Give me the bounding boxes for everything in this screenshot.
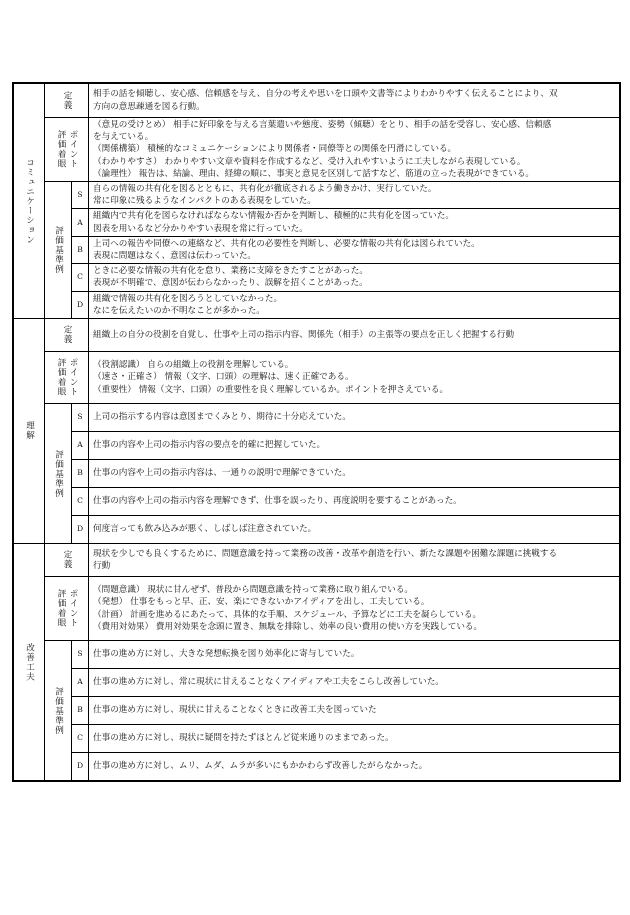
grade-letter: S bbox=[72, 404, 89, 432]
grade-text bbox=[89, 432, 620, 460]
grade-row bbox=[14, 641, 620, 669]
evaluation-criteria-sheet bbox=[12, 82, 621, 782]
point-line: （重要性） 情報（文字、口頭）の重要性を良く理解しているか。ポイントを押さえている。 bbox=[93, 384, 449, 395]
definition-label: 定義 bbox=[62, 90, 72, 111]
grade-line: 上司の指示する内容は意図までくみとり、期待に十分応えていた。 bbox=[93, 412, 351, 423]
grade-line: 仕事の内容や上司の指示内容を理解できず、仕事を誤ったり、再度説明を要することがあった。 bbox=[93, 496, 462, 507]
points-label-cell bbox=[45, 118, 89, 182]
category-cell bbox=[14, 544, 45, 781]
grade-text bbox=[89, 641, 620, 669]
criteria-label: 評価基準例 bbox=[53, 449, 64, 498]
point-line: （わかりやすさ） わかりやすい文章や資料を作成するなど、受け入れやすいように工夫しながら表現している。 bbox=[93, 156, 526, 167]
grade-row bbox=[14, 753, 620, 781]
definition-text bbox=[89, 319, 620, 352]
grade-row bbox=[14, 264, 620, 291]
definition-text bbox=[89, 544, 620, 577]
definition-line: 現状を少しでも良くするために、問題意識を持って業務の改善・改革や創造を行い、新たな課題や困難な課題に挑戦する bbox=[93, 548, 558, 559]
grade-letter: A bbox=[72, 209, 89, 236]
grade-text bbox=[89, 725, 620, 753]
points-label bbox=[45, 358, 88, 396]
evaluation-table-body bbox=[14, 84, 620, 781]
points-label-a: ポイント bbox=[68, 130, 78, 169]
grade-letter: C bbox=[72, 725, 89, 753]
definition-line: 相手の話を傾聴し、安心感、信頼感を与え、自分の考えや思いを口頭や文書等によりわかりやすく伝えることにより、双 bbox=[93, 89, 558, 100]
criteria-label-cell bbox=[45, 641, 72, 781]
evaluation-table bbox=[13, 83, 620, 781]
definition-row bbox=[14, 319, 620, 352]
grade-letter: D bbox=[72, 291, 89, 318]
point-line: （役割認識） 自らの組織上の役割を理解している。 bbox=[93, 360, 294, 371]
category-label: コミュニケーション bbox=[24, 157, 35, 245]
point-line: （問題意識） 現状に甘んぜず、普段から問題意識を持って業務に取り組んでいる。 bbox=[93, 585, 414, 596]
grade-row bbox=[14, 725, 620, 753]
definition-label-cell bbox=[45, 84, 89, 118]
point-line: （速さ・正確さ） 情報（文字、口頭）の理解は、速く正確である。 bbox=[93, 372, 354, 383]
grade-row bbox=[14, 291, 620, 318]
point-line: （計画） 計画を進めるにあたって、具体的な手順、スケジュール、予算などに工夫を凝らしている。 bbox=[93, 609, 482, 620]
grade-line: 仕事の進め方に対し、現状に疑問を持たずほとんど従来通りのままであった。 bbox=[93, 733, 394, 744]
grade-text bbox=[89, 209, 620, 236]
grade-row bbox=[14, 404, 620, 432]
grade-letter: C bbox=[72, 264, 89, 291]
points-label bbox=[45, 589, 88, 627]
points-label bbox=[45, 130, 88, 168]
grade-letter: D bbox=[72, 753, 89, 781]
grade-text bbox=[89, 236, 620, 263]
grade-letter: A bbox=[72, 432, 89, 460]
grade-line: 自らの情報の共有化を図るとともに、共有化が徹底されるよう働きかけ、実行していた。 bbox=[93, 184, 437, 195]
grade-line: 仕事の内容や上司の指示内容は、一通りの説明で理解できていた。 bbox=[93, 468, 351, 479]
grade-letter: B bbox=[72, 236, 89, 263]
definition-line: 組織上の自分の役割を自覚し、仕事や上司の指示内容、関係先（相手）の主張等の要点を正しく把握する行動 bbox=[93, 329, 515, 340]
grade-row bbox=[14, 209, 620, 236]
points-label-a: ポイント bbox=[68, 589, 78, 628]
points-row bbox=[14, 577, 620, 641]
points-label-b: 評価着眼 bbox=[56, 130, 66, 169]
definition-label: 定義 bbox=[62, 550, 72, 570]
points-label-b: 評価着眼 bbox=[56, 589, 66, 628]
definition-text bbox=[89, 84, 620, 118]
grade-row bbox=[14, 182, 620, 209]
definition-line: 方向の意思疎通を図る行動。 bbox=[93, 101, 205, 112]
grade-row bbox=[14, 432, 620, 460]
grade-row bbox=[14, 669, 620, 697]
definition-row bbox=[14, 84, 620, 118]
points-label-a: ポイント bbox=[68, 358, 78, 397]
criteria-label-cell bbox=[45, 404, 72, 544]
grade-text bbox=[89, 669, 620, 697]
grade-line: 仕事の進め方に対し、ムリ、ムダ、ムラが多いにもかかわらず改善したがらなかった。 bbox=[93, 761, 428, 772]
grade-line: 組織で情報の共有化を図ろうとしていなかった。 bbox=[93, 293, 283, 304]
grade-text bbox=[89, 753, 620, 781]
point-line: （発想） 仕事をもっと早、正、安、楽にできないかアイディアを出し、工夫している。 bbox=[93, 597, 430, 608]
category-cell bbox=[14, 319, 45, 544]
definition-label-cell bbox=[45, 544, 89, 577]
grade-text bbox=[89, 264, 620, 291]
grade-letter: B bbox=[72, 697, 89, 725]
grade-text bbox=[89, 182, 620, 209]
grade-line: なにを伝えたいのか不明なことが多かった。 bbox=[93, 305, 265, 316]
grade-text bbox=[89, 460, 620, 488]
category-cell bbox=[14, 84, 45, 319]
points-label-cell bbox=[45, 352, 89, 404]
grade-row bbox=[14, 516, 620, 544]
point-line: （関係構築） 積極的なコミュニケーションにより関係者・同僚等との関係を円滑にしている。 bbox=[93, 144, 457, 155]
criteria-label: 評価基準例 bbox=[53, 226, 64, 275]
criteria-label: 評価基準例 bbox=[53, 686, 64, 735]
grade-text bbox=[89, 697, 620, 725]
grade-line: 仕事の進め方に対し、常に現状に甘えることなくアイディアや工夫をこらし改善していた。 bbox=[93, 677, 444, 688]
category-label: 改善工夫 bbox=[24, 642, 35, 682]
point-line: （費用対効果） 費用対効果を念頭に置き、無駄を排除し、効率の良い費用の使い方を実践している。 bbox=[93, 621, 483, 632]
grade-row bbox=[14, 697, 620, 725]
grade-text bbox=[89, 291, 620, 318]
criteria-label-cell bbox=[45, 182, 72, 319]
grade-line: 仕事の進め方に対し、現状に甘えることなくときに改善工夫を図っていた bbox=[93, 705, 377, 716]
points-label-cell bbox=[45, 577, 89, 641]
grade-line: 上司への報告や同僚への連絡など、共有化の必要性を判断し、必要な情報の共有化は図られていた。 bbox=[93, 238, 480, 249]
definition-label-cell bbox=[45, 319, 89, 352]
grade-line: 図表を用いるなど分かりやすい表現を常に行っていた。 bbox=[93, 223, 308, 234]
grade-line: 表現が不明確で、意図が伝わらなかったり、誤解を招くことがあった。 bbox=[93, 278, 368, 289]
grade-line: 仕事の進め方に対し、大きな発想転換を図り効率化に寄与していた。 bbox=[93, 649, 360, 660]
grade-row bbox=[14, 460, 620, 488]
category-label: 理解 bbox=[24, 421, 35, 441]
grade-text bbox=[89, 516, 620, 544]
grade-line: 組織内で共有化を図らなければならない情報か否かを判断し、積極的に共有化を図っていた。 bbox=[93, 211, 454, 222]
grade-row bbox=[14, 236, 620, 263]
grade-letter: S bbox=[72, 641, 89, 669]
points-row bbox=[14, 352, 620, 404]
grade-letter: B bbox=[72, 460, 89, 488]
grade-letter: A bbox=[72, 669, 89, 697]
definition-row bbox=[14, 544, 620, 577]
points-text bbox=[89, 352, 620, 404]
grade-letter: D bbox=[72, 516, 89, 544]
definition-label: 定義 bbox=[62, 325, 72, 345]
points-label-b: 評価着眼 bbox=[56, 358, 66, 397]
grade-line: 仕事の内容や上司の指示内容の要点を的確に把握していた。 bbox=[93, 440, 326, 451]
grade-line: ときに必要な情報の共有化を怠り、業務に支障をきたすことがあった。 bbox=[93, 266, 368, 277]
grade-line: 何度言っても飲み込みが悪く、しばしば注意されていた。 bbox=[93, 524, 317, 535]
grade-text bbox=[89, 404, 620, 432]
point-line: （意見の受けとめ） 相手に好印象を与える言葉遣いや態度、姿勢（傾聴）をとり、相手の話を受容し、安心感、信頼感 bbox=[93, 120, 552, 130]
points-text bbox=[89, 118, 620, 182]
point-line: （論理性） 報告は、結論、理由、経緯の順に、事実と意見を区別して話すなど、筋道の立った表現ができている。 bbox=[93, 168, 535, 179]
grade-letter: S bbox=[72, 182, 89, 209]
grade-line: 常に印象に残るようなインパクトのある表現をしていた。 bbox=[93, 196, 316, 207]
grade-text bbox=[89, 488, 620, 516]
points-row bbox=[14, 118, 620, 182]
definition-line: 行動 bbox=[93, 561, 111, 572]
grade-line: 表現に問題はなく、意図は伝わっていた。 bbox=[93, 251, 257, 262]
points-text bbox=[89, 577, 620, 641]
grade-row bbox=[14, 488, 620, 516]
grade-letter: C bbox=[72, 488, 89, 516]
point-line: を与えている。 bbox=[93, 132, 154, 143]
